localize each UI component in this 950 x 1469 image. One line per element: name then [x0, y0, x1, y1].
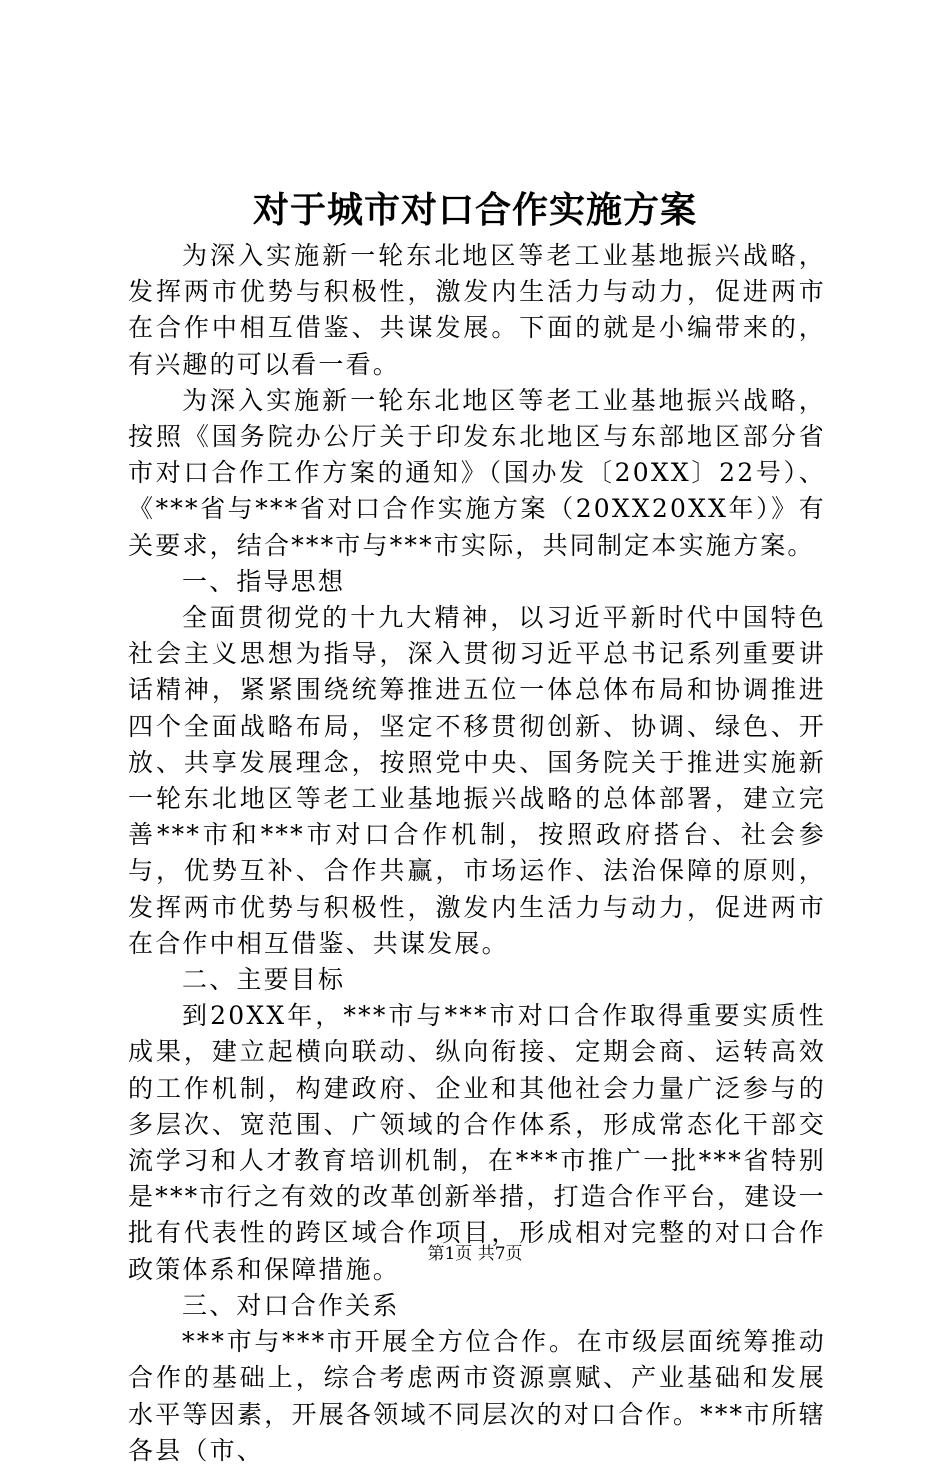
intro-paragraph: 为深入实施新一轮东北地区等老工业基地振兴战略，发挥两市优势与积极性，激发内生活力与动力，促进两市在合作中相互借鉴、共谋发展。下面的就是小编带来的，有兴趣的可以看一看。: [128, 241, 826, 379]
preamble-paragraph: 为深入实施新一轮东北地区等老工业基地振兴战略，按照《国务院办公厅关于印发东北地区与东部地区部分省市对口合作工作方案的通知》（国办发〔20XX〕22号）、《***省与***省对口合作实施方案（20XX20XX年）》有关要求，结合***市与***市实际，共同制定本实施方案。: [128, 385, 826, 560]
document-title: 对于城市对口合作实施方案: [252, 189, 697, 231]
section-heading-guiding-ideology: 一、指导思想: [182, 566, 346, 596]
guiding-ideology-paragraph: 全面贯彻党的十九大精神，以习近平新时代中国特色社会主义思想为指导，深入贯彻习近平总书记系列重要讲话精神，紧紧围绕统筹推进五位一体总体布局和协调推进四个全面战略布局，坚定不移贯彻创新、协调、绿色、开放、共享发展理念，按照党中央、国务院关于推进实施新一轮东北地区等老工业基地振兴战略的总体部署，建立完善***市和***市对口合作机制，按照政府搭台、社会参与，优势互补、合作共赢，市场运作、法治保障的原则，发挥两市优势与积极性，激发内生活力与动力，促进两市在合作中相互借鉴、共谋发展。: [128, 603, 826, 958]
document-body: [128, 238, 826, 1469]
section-heading-main-goals: 二、主要目标: [182, 965, 346, 995]
cooperation-relations-paragraph: ***市与***市开展全方位合作。在市级层面统筹推动合作的基础上，综合考虑两市资源禀赋、产业基础和发展水平等因素，开展各领域不同层次的对口合作。***市所辖各县（市、: [128, 1327, 826, 1465]
page-footer: 第1页 共7页: [427, 1244, 523, 1264]
section-heading-cooperation-relations: 三、对口合作关系: [182, 1290, 400, 1320]
main-goals-paragraph: 到20XX年，***市与***市对口合作取得重要实质性成果，建立起横向联动、纵向衔接、定期会商、运转高效的工作机制，构建政府、企业和其他社会力量广泛参与的多层次、宽范围、广领域的合作体系，形成常态化干部交流学习和人才教育培训机制，在***市推广一批***省特别是***市行之有效的改革创新举措，打造合作平台，建设一批有代表性的跨区域合作项目，形成相对完整的对口合作政策体系和保障措施。: [128, 1001, 826, 1284]
